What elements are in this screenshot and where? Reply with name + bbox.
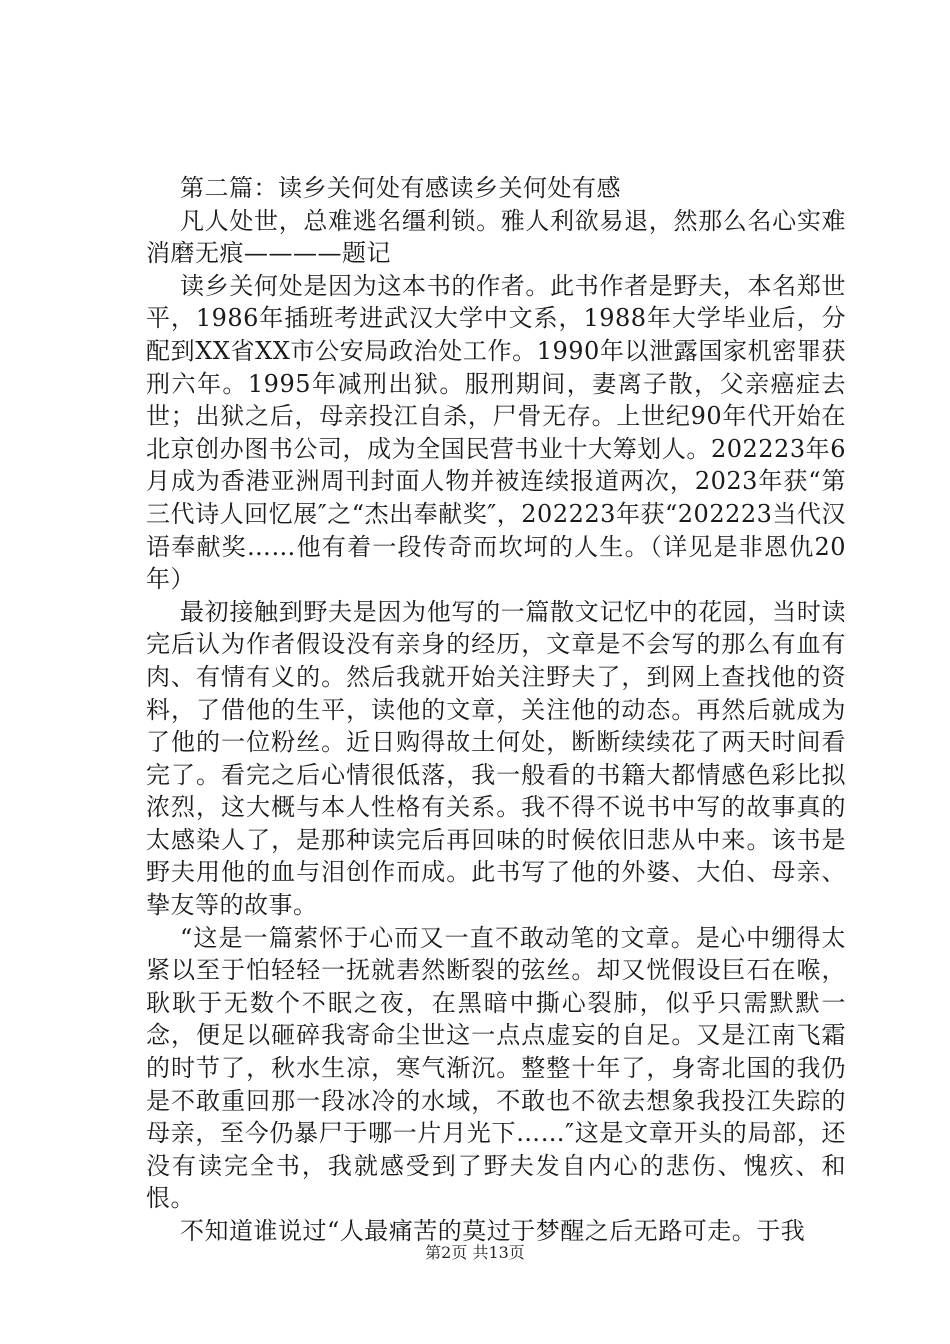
closing-paragraph: 不知道谁说过“人最痛苦的莫过于梦醒之后无路可走。于我 xyxy=(180,1217,806,1245)
epigraph-paragraph: 凡人处世，总难逃名缰利锁。雅人利欲易退，然那么名心实难消磨无痕————题记 xyxy=(146,206,846,268)
article-heading: 第二篇：读乡关何处有感读乡关何处有感 xyxy=(180,174,621,202)
author-intro-paragraph: 读乡关何处是因为这本书的作者。此书作者是野夫，本名郑世平，1986年插班考进武汉大学中文系，1988年大学毕业后，分配到XX省XX市公安局政治处工作。1990年以泄露国家机密罪获刑六年。1995年减刑出狱。服刑期间，妻离子散，父亲癌症去世；出狱之后，母亲投江自杀，尸骨无存。上世纪90年代开始在北京创办图书公司，成为全国民营书业十大筹划人。202223年6月成为香港亚洲周刊封面人物并被连续报道两次，2023年获“第三代诗人回忆展″之“杰出奉献奖″，202223年获“202223当代汉语奉献奖……他有着一段传奇而坎坷的人生。（详见是非恩仇20年） xyxy=(146,271,846,594)
first-encounter-paragraph: 最初接触到野夫是因为他写的一篇散文记忆中的花园，当时读完后认为作者假设没有亲身的经历，文章是不会写的那么有血有肉、有情有义的。然后我就开始关注野夫了，到网上查找他的资料，了借他的生平，读他的文章，关注他的动态。再然后就成为了他的一位粉丝。近日购得故土何处，断断续续花了两天时间看完了。看完之后心情很低落，我一般看的书籍大都情感色彩比拟浓烈，这大概与本人性格有关系。我不得不说书中写的故事真的太感染人了，是那种读完后再回味的时候依旧悲从中来。该书是野夫用他的血与泪创作而成。此书写了他的外婆、大伯、母亲、挚友等的故事。 xyxy=(146,597,846,920)
page-number-footer: 第2页 共13页 xyxy=(425,1243,525,1262)
quotation-paragraph: “这是一篇萦怀于心而又一直不敢动笔的文章。是心中绷得太紧以至于怕轻轻一抚就砉然断裂的弦丝。却又恍假设巨石在喉，耿耿于无数个不眠之夜，在黑暗中撕心裂肺，似乎只需默默一念，便足以砸碎我寄命尘世这一点点虚妄的自足。又是江南飞霜的时节了，秋水生凉，寒气渐沉。整整十年了，身寄北国的我仍是不敢重回那一段冰冷的水域，不敢也不欲去想象我投江失踪的母亲，至今仍暴尸于哪一片月光下……″这是文章开头的局部，还没有读完全书，我就感受到了野夫发自内心的悲伤、愧疚、和恨。 xyxy=(146,923,846,1213)
document-body xyxy=(146,172,846,1248)
